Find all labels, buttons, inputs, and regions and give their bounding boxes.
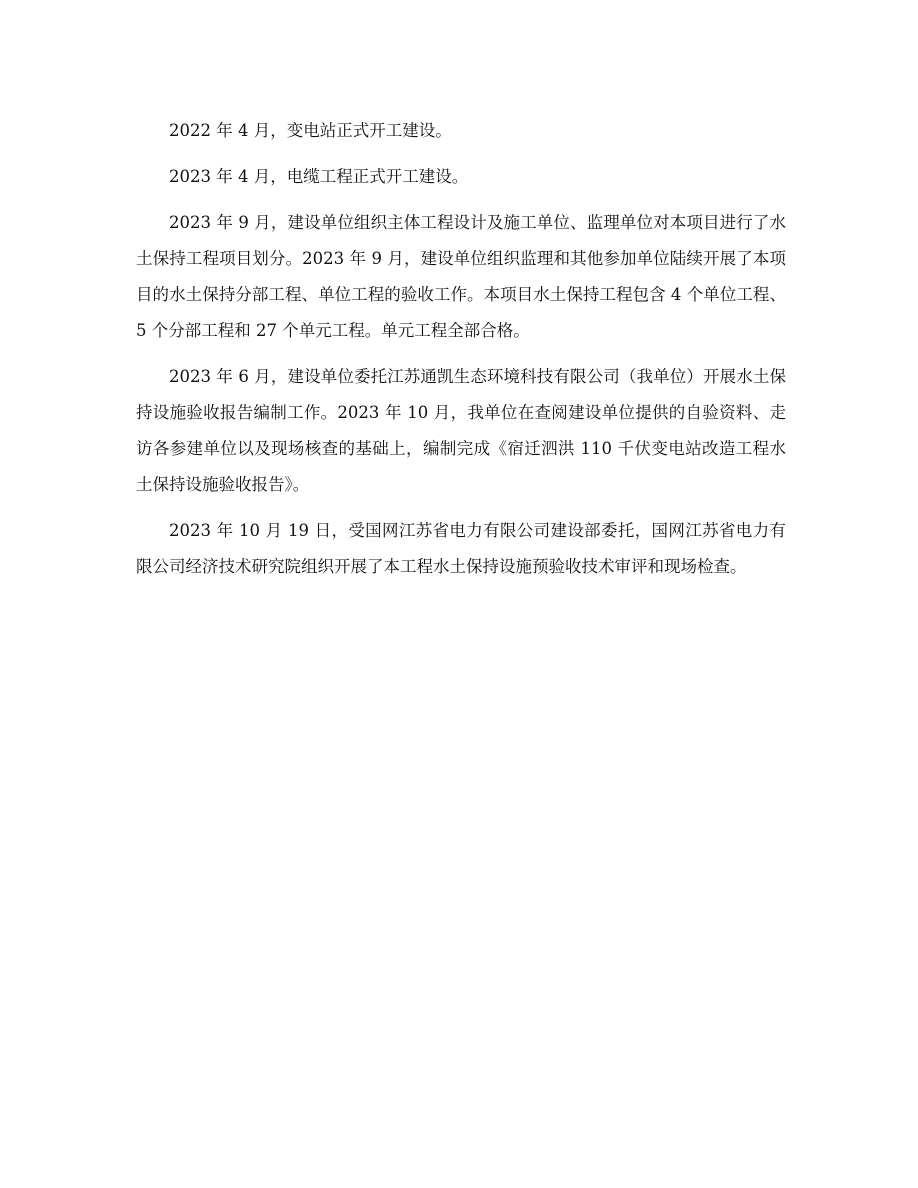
paragraph-cable-start: 2023 年 4 月，电缆工程正式开工建设。 (169, 167, 469, 186)
paragraph-pre-acceptance: 2023 年 10 月 19 日，受国网江苏省电力有限公司建设部委托，国网江苏省电力有限公司经济技术研究院组织开展了本工程水土保持设施预验收技术审评和现场检查。 (136, 521, 786, 576)
paragraph-substation-start: 2022 年 4 月，变电站正式开工建设。 (169, 121, 452, 140)
paragraph-report-compilation: 2023 年 6 月，建设单位委托江苏通凯生态环境科技有限公司（我单位）开展水土保持设施验收报告编制工作。2023 年 10 月，我单位在查阅建设单位提供的自验资料、走访各参建单位以及现场核查的基础上，编制完成《宿迁泗洪 110 千伏变电站改造工程水土保持设施验收报告》。 (136, 367, 786, 494)
document-body (136, 113, 786, 595)
paragraph-project-division: 2023 年 9 月，建设单位组织主体工程设计及施工单位、监理单位对本项目进行了水土保持工程项目划分。2023 年 9 月，建设单位组织监理和其他参加单位陆续开展了本项目的水土保持分部工程、单位工程的验收工作。本项目水土保持工程包含 4 个单位工程、5 个分部工程和 27 个单元工程。单元工程全部合格。 (136, 213, 786, 340)
